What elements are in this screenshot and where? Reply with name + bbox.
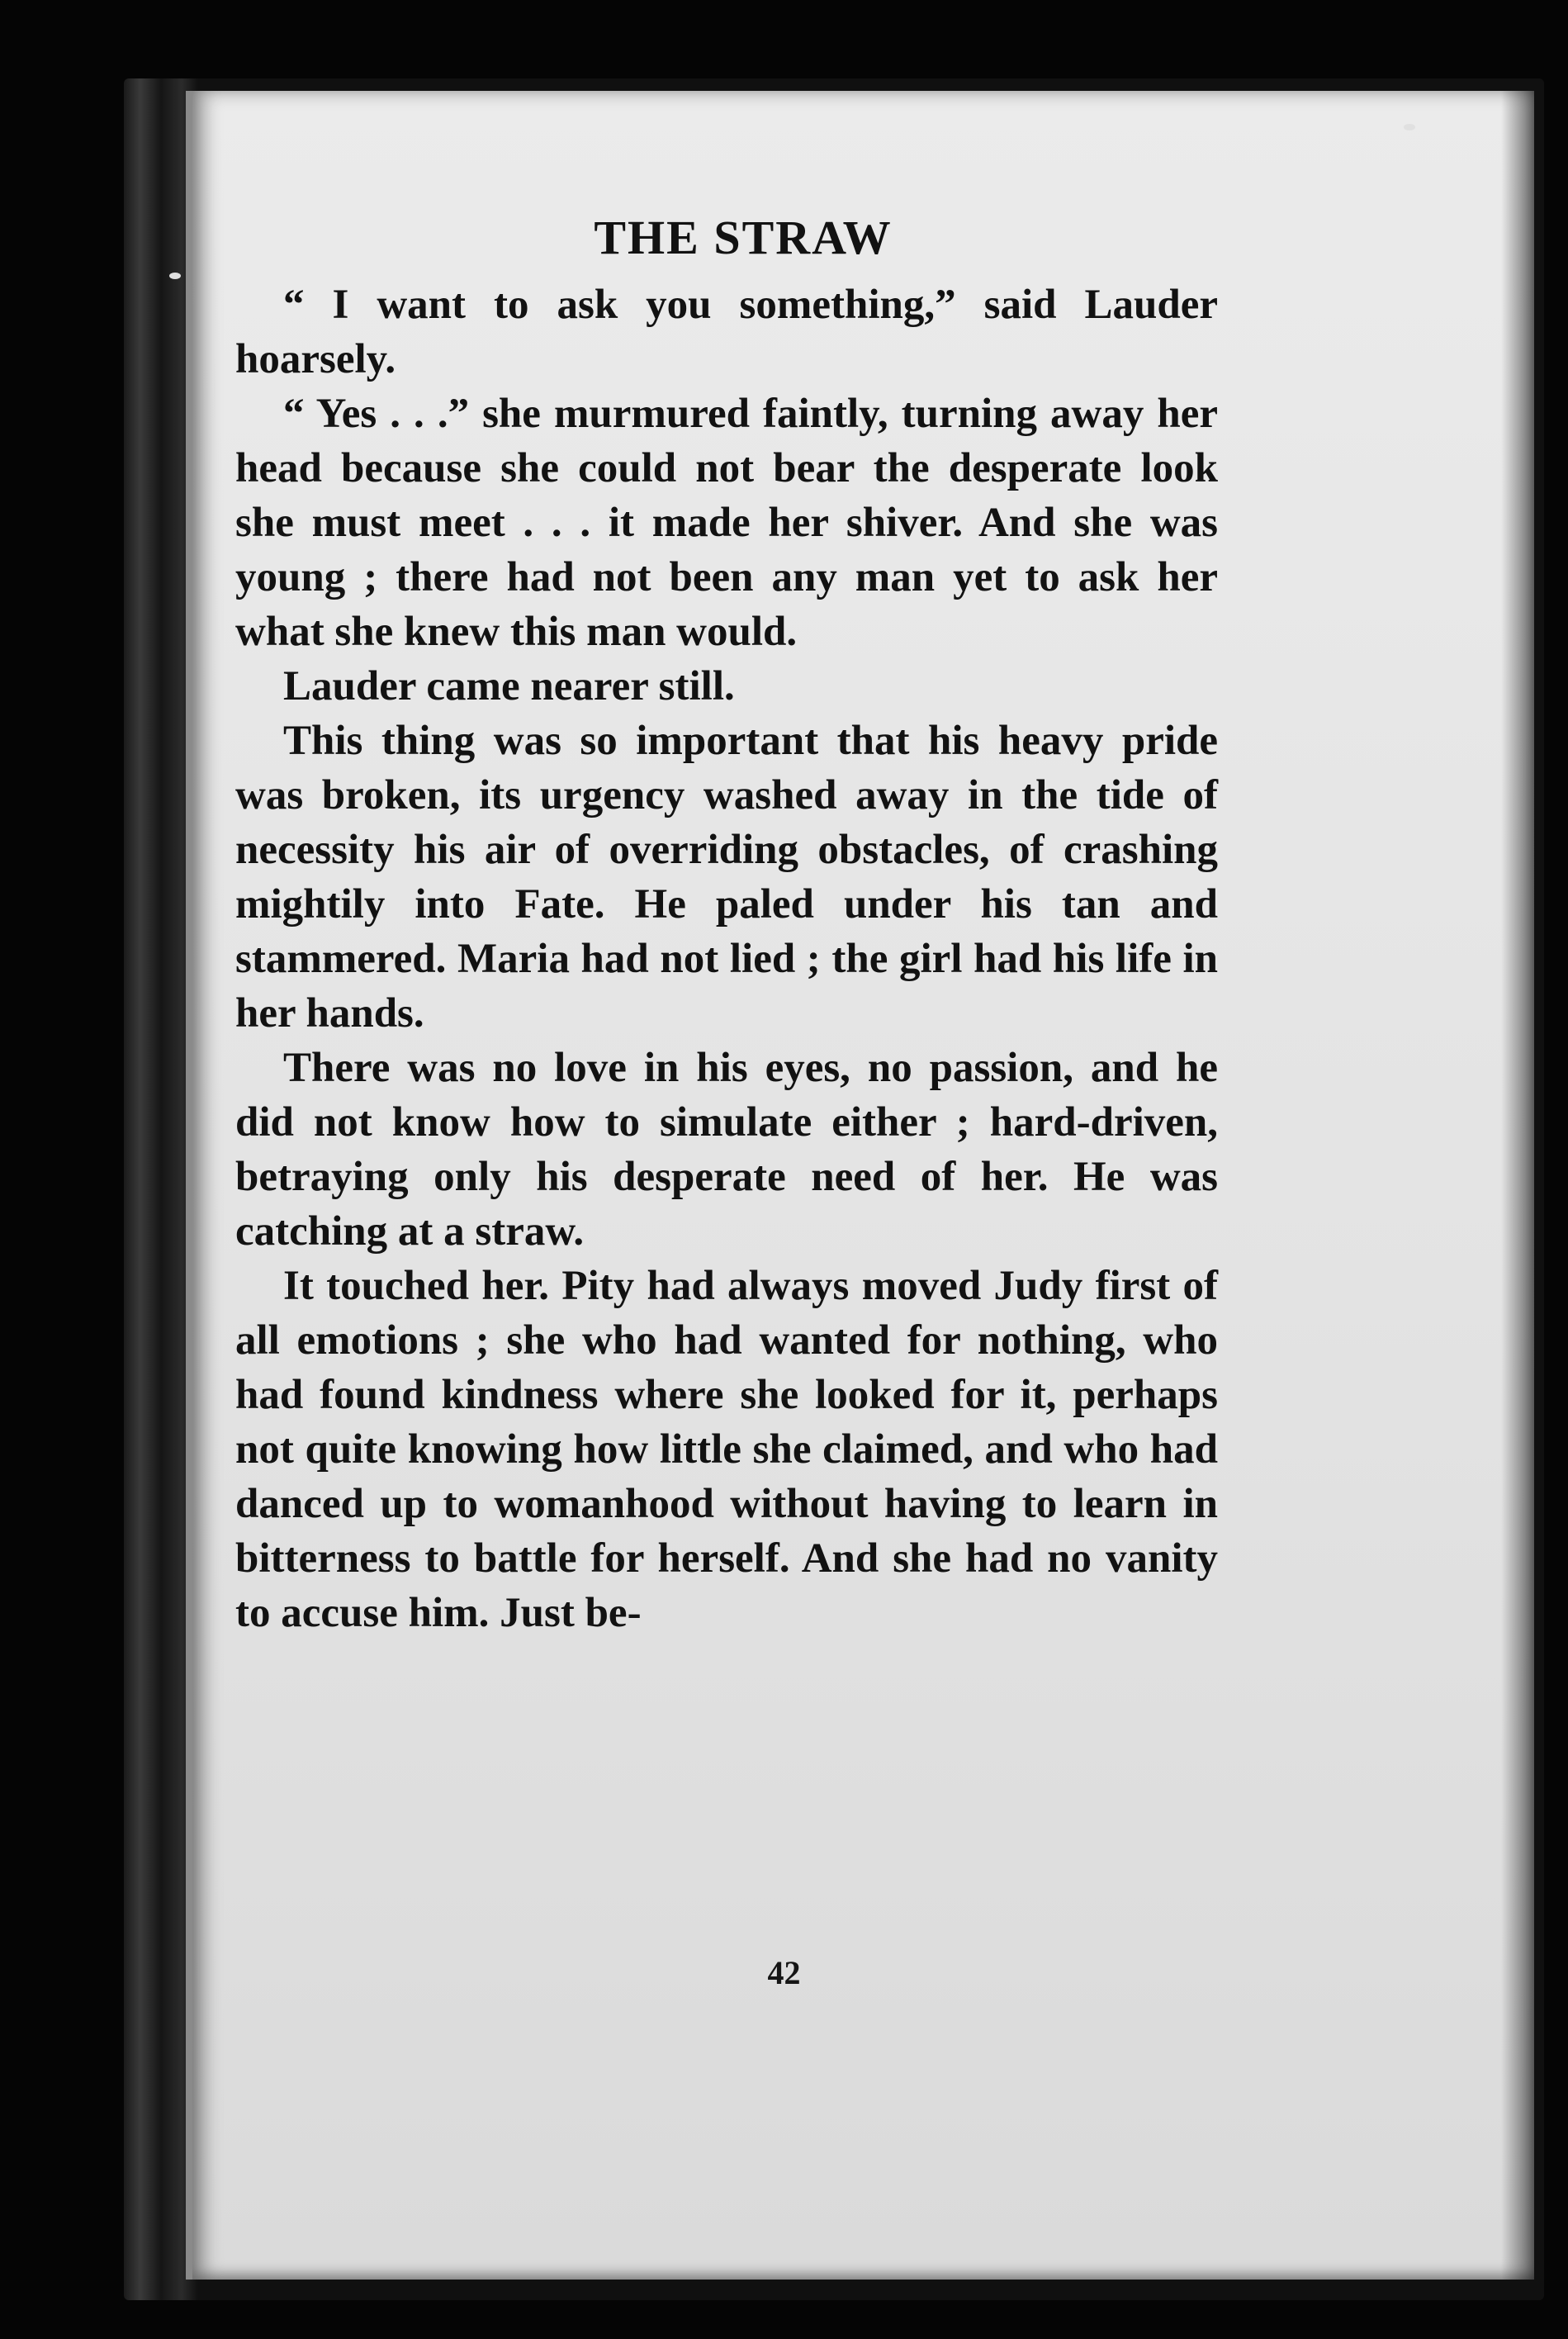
paragraph: “ Yes . . .” she murmured faintly, turning away her head because she could not bear the desperate look she must meet . . . it made her shiver. And she was young ; there had not been any man yet to ask her what she knew this man would. [235,390,1218,655]
scan-speck [1404,124,1415,130]
paragraph: “ I want to ask you something,” said Lauder hoarsely. [235,281,1218,382]
scan-speck [169,273,181,279]
paragraph: There was no love in his eyes, no passion, and he did not know how to simulate either ; hard-driven, betraying only his desperate need of her. He was catching at a straw. [235,1044,1218,1255]
page-number: 42 [767,1954,801,1991]
page-edge-shadow [1501,91,1534,2280]
paragraph: This thing was so important that his heavy pride was broken, its urgency washed away in the tide of necessity his air of overriding obstacles, of crashing mightily into Fate. He paled under his tan and stammered. Maria had not lied ; the girl had his life in her hands. [235,717,1218,1037]
paragraph: Lauder came nearer still. [283,662,735,709]
paragraph: It touched her. Pity had always moved Judy first of all emotions ; she who had wanted for nothing, who had found kindness where she looked for it, perhaps not quite knowing how little she claimed, and who had danced up to womanhood without having to learn in bitterness to battle for herself. And she had no vanity to accuse him. Just be- [235,1262,1218,1636]
page-text-block [235,211,1218,1640]
running-head: THE STRAW [594,211,893,264]
